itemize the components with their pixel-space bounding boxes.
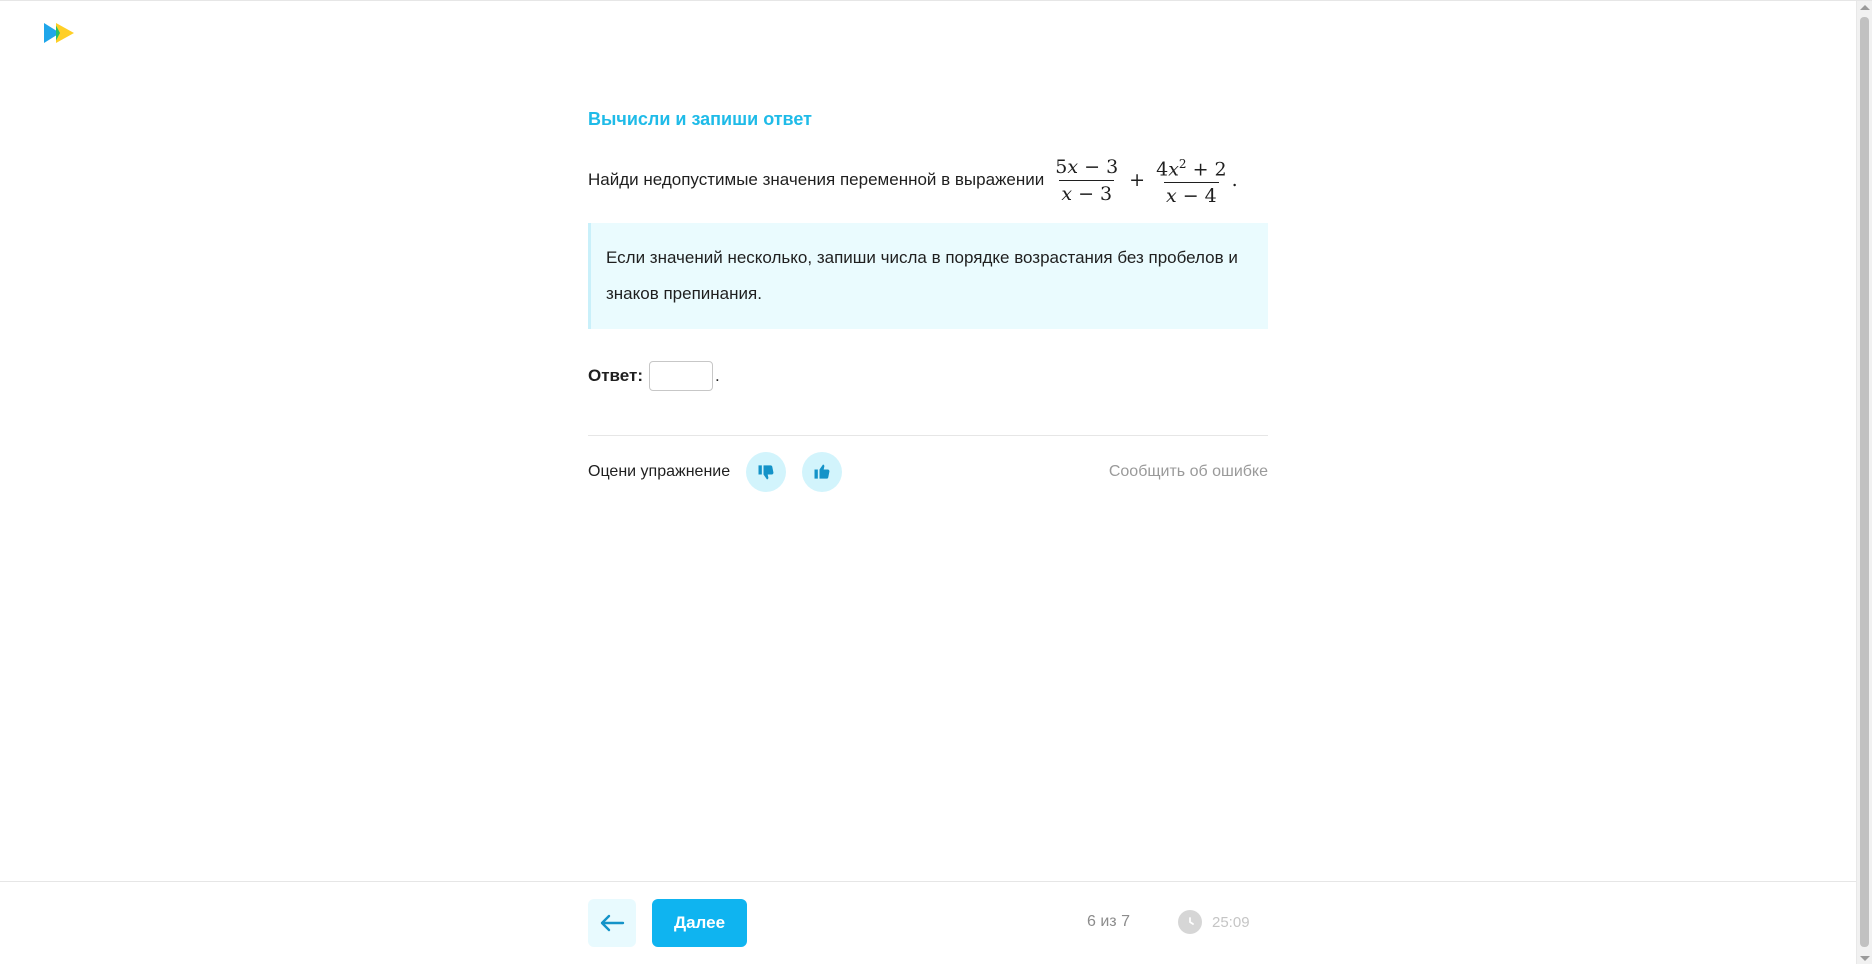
scroll-down-icon[interactable]	[1860, 956, 1870, 961]
plus-operator: +	[1129, 169, 1146, 192]
progress-counter: 6 из 7	[1087, 913, 1130, 930]
fraction-1	[1053, 154, 1120, 207]
scroll-thumb[interactable]	[1860, 17, 1869, 947]
vertical-scrollbar[interactable]	[1856, 1, 1872, 964]
fraction-2-denominator: x − 4	[1164, 182, 1219, 209]
play-forward-logo-icon[interactable]	[42, 21, 76, 45]
exercise-content	[588, 103, 1268, 492]
like-button[interactable]	[802, 452, 842, 492]
rating-row	[588, 452, 1268, 492]
task-title: Вычисли и запиши ответ	[588, 109, 812, 129]
footer-bar	[0, 881, 1856, 964]
arrow-left-icon	[599, 913, 625, 933]
fraction-2-numerator: $4x^2 + 2$	[1156, 157, 1227, 181]
divider	[588, 435, 1268, 436]
scroll-up-icon[interactable]	[1860, 5, 1870, 10]
answer-row	[588, 361, 1268, 391]
dislike-button[interactable]	[746, 452, 786, 492]
question	[588, 151, 1268, 209]
back-button[interactable]	[588, 899, 636, 947]
report-error-link[interactable]: Сообщить об ошибке	[1108, 463, 1268, 481]
next-button[interactable]: Далее	[652, 899, 747, 947]
thumbs-down-icon	[756, 462, 776, 482]
expression-end-punct: .	[1231, 169, 1238, 192]
rating-label: Оцени упражнение	[588, 463, 731, 481]
timer-value: 25:09	[1212, 913, 1250, 931]
question-text: Найди недопустимые значения переменной в выражении	[588, 170, 1045, 190]
clock-icon	[1178, 910, 1202, 934]
answer-input[interactable]	[649, 361, 713, 391]
answer-label: Ответ:	[588, 366, 643, 386]
hint-text: Если значений несколько, запиши числа в порядке возрастания без пробелов и знаков препинания.	[606, 248, 1238, 304]
timer	[1178, 910, 1250, 934]
fraction-1-numerator: 5x − 3	[1055, 155, 1119, 178]
thumbs-up-icon	[812, 462, 832, 482]
fraction-1-denominator: x − 3	[1059, 180, 1114, 207]
math-expression	[1050, 151, 1237, 209]
answer-end-punct: .	[715, 366, 720, 386]
hint-box	[588, 223, 1268, 329]
fraction-2	[1154, 151, 1229, 209]
